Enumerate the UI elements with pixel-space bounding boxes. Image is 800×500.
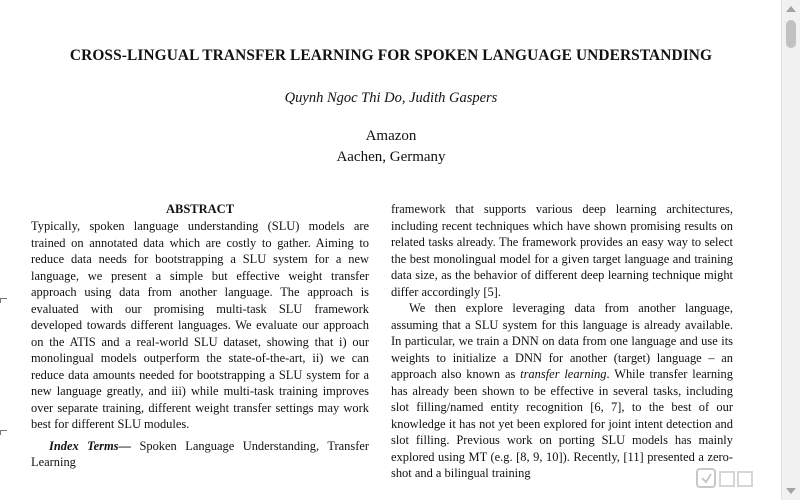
affiliation [0,126,782,168]
arrow-up-icon[interactable] [786,6,796,12]
affiliation-location: Aachen, Germany [336,149,446,165]
margin-mark [0,430,7,435]
index-terms [31,438,369,471]
intro-paragraph-2 [391,300,733,482]
affiliation-org: Amazon [365,128,417,144]
margin-mark [0,298,7,303]
index-terms-label: Index Terms— [49,438,131,453]
arrow-down-icon[interactable] [786,488,796,494]
left-column [31,201,369,471]
watermark-icon [696,466,756,492]
right-column [391,201,733,482]
vertical-scrollbar[interactable] [781,0,800,500]
index-terms-text: Spoken Language Understanding, Transfer Learning [31,438,369,469]
p2-text-after: . While transfer learning has already been shown to be effective in several tasks, including slot filling/named entity recognition [6, 7], to the best of our knowledge it has not yet been explored for joint intent detection and slot filling. Previous work on porting SLU models has mainly explored using MT (e.g. [8, 9, 10]). Recently, [11] presented a zero-shot and a bilingual training [391,367,733,480]
scrollbar-thumb[interactable] [786,20,796,48]
intro-paragraph-1: framework that supports various deep learning architectures, including recent techniques which have shown promising results on related tasks already. The framework provides an easy way to select the best monolingual model for a given target language and training data size, as the behavior of different deep learning technique might differ accordingly [5]. [391,202,733,299]
paper-title: CROSS-LINGUAL TRANSFER LEARNING FOR SPOKEN LANGUAGE UNDERSTANDING [69,47,713,64]
p2-emphasis: transfer learning [520,367,607,381]
paper-authors: Quynh Ngoc Thi Do, Judith Gaspers [284,90,498,106]
abstract-text: Typically, spoken language understanding (SLU) models are trained on annotated data which are costly to gather. Aiming to reduce data needs for bootstrapping a SLU system for a new language, we present a simple but effective weight transfer approach using data from another language. The approach is evaluated with our promising multi-task SLU framework developed towards different languages. We evaluate our approach on the ATIS and a real-world SLU dataset, showing that i) our monolingual models outperform the state-of-the-art, ii) we can reduce data amounts needed for bootstrapping a SLU system for a new language greatly, and iii) while multi-task training improves over separate training, different weight transfer settings may work best for different SLU modules. [31,219,369,431]
p2-text-before: We then explore leveraging data from another language, assuming that a SLU system for this language is already available. In particular, we train a DNN on data from one language and use its weights to initialize a DNN for another (target) language – an approach also known as [391,301,733,381]
abstract-heading: ABSTRACT [165,202,235,216]
